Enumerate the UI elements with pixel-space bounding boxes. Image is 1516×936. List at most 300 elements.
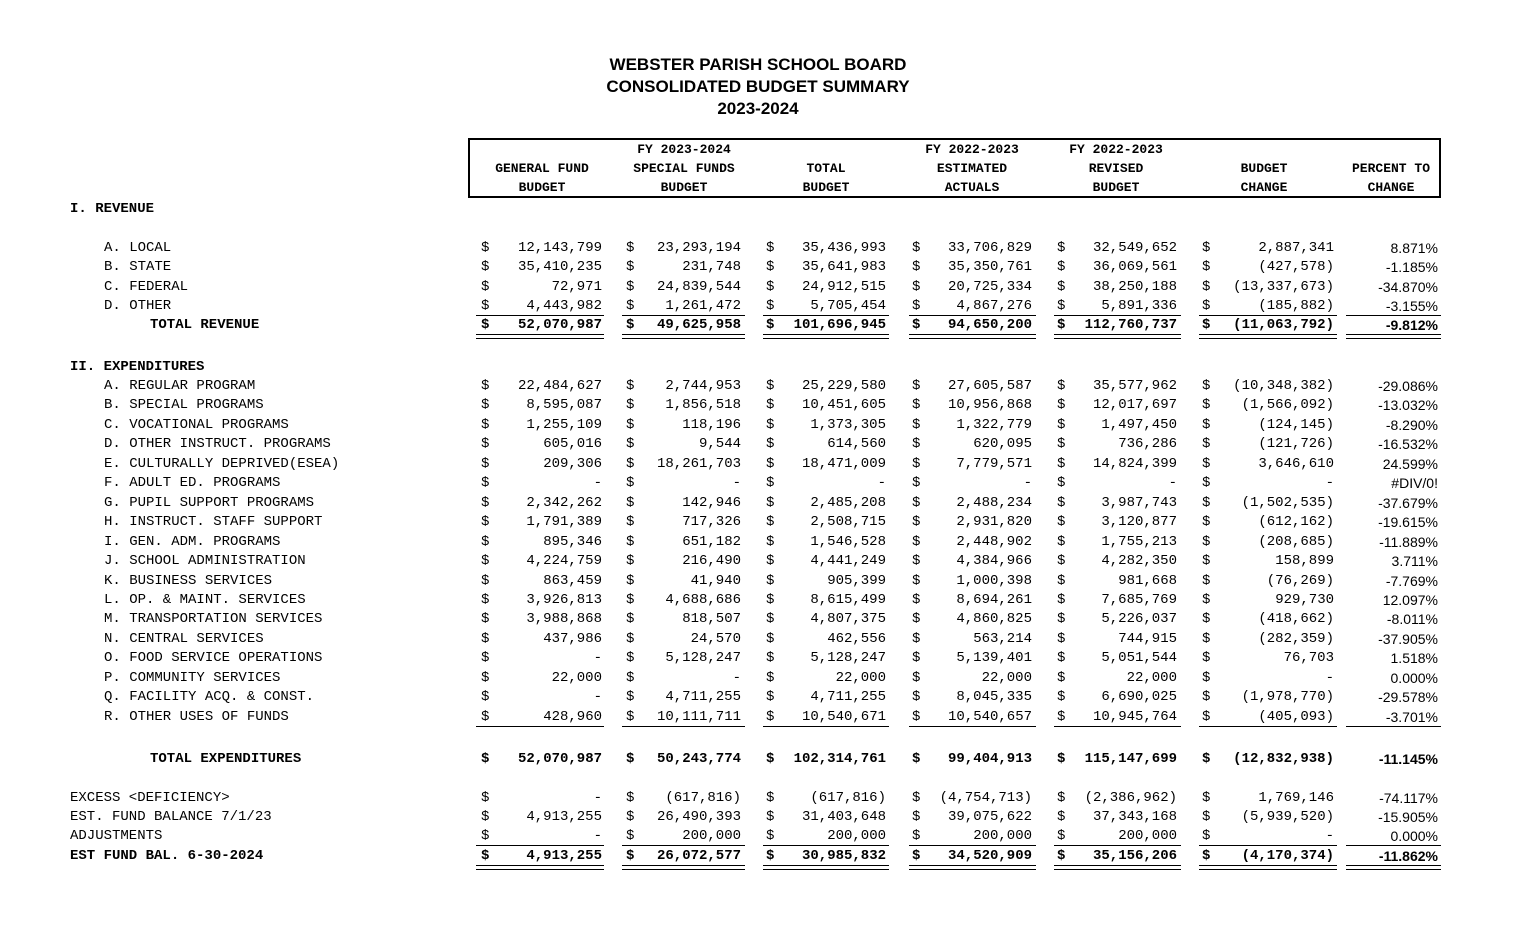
table-row (0, 395, 1516, 415)
percent-change-cell: -7.769% (1385, 573, 1438, 589)
column-header-mid: PERCENT TO (1351, 161, 1430, 176)
amount-cell: (617,816) (665, 790, 741, 806)
currency-symbol: $ (1057, 514, 1066, 530)
amount-cell: 26,072,577 (656, 848, 741, 864)
amount-cell: 22,000 (981, 670, 1032, 686)
amount-cell: 39,075,622 (947, 809, 1032, 825)
currency-symbol: $ (766, 317, 775, 333)
amount-cell: 49,625,958 (656, 317, 741, 333)
amount-cell: 32,549,652 (1092, 240, 1177, 256)
total-double-underline (763, 334, 889, 339)
currency-symbol: $ (626, 670, 635, 686)
amount-cell: 25,229,580 (801, 378, 886, 394)
amount-cell: 1,261,472 (665, 298, 741, 314)
amount-cell: 437,986 (543, 631, 602, 647)
currency-symbol: $ (1202, 809, 1211, 825)
row-label: TOTAL REVENUE (150, 317, 260, 333)
currency-symbol: $ (481, 436, 490, 452)
amount-cell: 4,807,375 (810, 611, 886, 627)
total-double-underline (622, 865, 745, 870)
currency-symbol: $ (912, 650, 921, 666)
currency-symbol: $ (1057, 828, 1066, 844)
currency-symbol: $ (1202, 475, 1211, 491)
currency-symbol: $ (1202, 240, 1211, 256)
amount-cell: 8,694,261 (956, 592, 1032, 608)
amount-cell: 2,931,820 (956, 514, 1032, 530)
section-heading: II. EXPENDITURES (70, 359, 205, 375)
amount-cell: 35,436,993 (801, 240, 886, 256)
amount-cell: 4,711,255 (810, 689, 886, 705)
currency-symbol: $ (481, 397, 490, 413)
percent-change-cell: -19.615% (1378, 514, 1438, 530)
currency-symbol: $ (766, 553, 775, 569)
currency-symbol: $ (766, 475, 775, 491)
percent-change-cell: 0.000% (1390, 670, 1438, 686)
currency-symbol: $ (1202, 790, 1211, 806)
amount-cell: 38,250,188 (1092, 279, 1177, 295)
column-header-top: FY 2023-2024 (637, 142, 731, 157)
table-row (0, 315, 1516, 335)
amount-cell: (12,832,938) (1233, 751, 1334, 767)
table-row (0, 668, 1516, 688)
currency-symbol: $ (481, 378, 490, 394)
table-row (0, 257, 1516, 277)
total-double-underline (1054, 865, 1181, 870)
currency-symbol: $ (766, 279, 775, 295)
table-row (0, 532, 1516, 552)
amount-cell: 1,769,146 (1258, 790, 1334, 806)
table-row (0, 571, 1516, 591)
currency-symbol: $ (766, 689, 775, 705)
currency-symbol: $ (766, 751, 775, 767)
row-label: Q. FACILITY ACQ. & CONST. (104, 689, 315, 705)
amount-cell: 35,641,983 (801, 259, 886, 275)
currency-symbol: $ (481, 514, 490, 530)
amount-cell: 10,111,711 (656, 709, 741, 725)
amount-cell: 37,343,168 (1092, 809, 1177, 825)
currency-symbol: $ (481, 709, 490, 725)
row-underline (476, 726, 604, 727)
amount-cell: 52,070,987 (517, 751, 602, 767)
amount-cell: 4,913,255 (526, 848, 602, 864)
amount-cell: 35,350,761 (947, 259, 1032, 275)
table-row (0, 277, 1516, 297)
currency-symbol: $ (1057, 456, 1066, 472)
currency-symbol: $ (1202, 317, 1211, 333)
table-row (0, 788, 1516, 808)
row-label: B. STATE (104, 259, 172, 275)
amount-cell: 1,791,389 (526, 514, 602, 530)
currency-symbol: $ (1057, 631, 1066, 647)
amount-cell: 4,867,276 (956, 298, 1032, 314)
amount-cell: - (593, 828, 602, 844)
currency-symbol: $ (481, 317, 490, 333)
amount-cell: 22,484,627 (517, 378, 602, 394)
table-row (0, 415, 1516, 435)
row-label: EST. FUND BALANCE 7/1/23 (70, 809, 272, 825)
table-row (0, 473, 1516, 493)
amount-cell: 200,000 (973, 828, 1032, 844)
percent-change-cell: 8.871% (1390, 240, 1438, 256)
amount-cell: 24,839,544 (656, 279, 741, 295)
currency-symbol: $ (912, 317, 921, 333)
percent-change-cell: 1.518% (1390, 650, 1438, 666)
column-header-bottom: ACTUALS (944, 180, 1000, 195)
table-row (0, 551, 1516, 571)
amount-cell: - (1325, 670, 1334, 686)
amount-cell: 10,945,764 (1092, 709, 1177, 725)
amount-cell: 99,404,913 (947, 751, 1032, 767)
currency-symbol: $ (626, 751, 635, 767)
column-header-bottom: CHANGE (1240, 180, 1288, 195)
currency-symbol: $ (912, 298, 921, 314)
row-label: F. ADULT ED. PROGRAMS (104, 475, 281, 491)
amount-cell: 1,373,305 (810, 417, 886, 433)
currency-symbol: $ (1202, 298, 1211, 314)
amount-cell: 2,508,715 (810, 514, 886, 530)
currency-symbol: $ (912, 436, 921, 452)
currency-symbol: $ (626, 514, 635, 530)
percent-change-cell: 24.599% (1382, 456, 1438, 472)
column-header-mid: TOTAL (806, 161, 846, 176)
percent-change-cell: -15.905% (1378, 809, 1438, 825)
percent-change-cell: 3.711% (1391, 553, 1438, 569)
row-label: D. OTHER (104, 298, 172, 314)
currency-symbol: $ (1057, 240, 1066, 256)
amount-cell: 4,711,255 (665, 689, 741, 705)
currency-symbol: $ (766, 456, 775, 472)
currency-symbol: $ (912, 475, 921, 491)
currency-symbol: $ (1202, 573, 1211, 589)
currency-symbol: $ (481, 751, 490, 767)
currency-symbol: $ (912, 592, 921, 608)
currency-symbol: $ (1057, 592, 1066, 608)
amount-cell: 1,856,518 (665, 397, 741, 413)
column-header-top: FY 2022-2023 (925, 142, 1019, 157)
amount-cell: 5,891,336 (1101, 298, 1177, 314)
currency-symbol: $ (1057, 848, 1066, 864)
amount-cell: 4,913,255 (526, 809, 602, 825)
currency-symbol: $ (1202, 848, 1211, 864)
page-title-line1: WEBSTER PARISH SCHOOL BOARD (609, 55, 907, 74)
amount-cell: 216,490 (682, 553, 741, 569)
amount-cell: 94,650,200 (947, 317, 1032, 333)
currency-symbol: $ (766, 436, 775, 452)
amount-cell: 1,322,779 (956, 417, 1032, 433)
currency-symbol: $ (1057, 573, 1066, 589)
amount-cell: 2,448,902 (956, 534, 1032, 550)
amount-cell: 1,497,450 (1101, 417, 1177, 433)
amount-cell: 651,182 (682, 534, 741, 550)
amount-cell: 5,139,401 (956, 650, 1032, 666)
currency-symbol: $ (626, 592, 635, 608)
currency-symbol: $ (481, 573, 490, 589)
percent-change-cell: -16.532% (1378, 436, 1438, 452)
section-heading: I. REVENUE (70, 201, 155, 217)
currency-symbol: $ (481, 240, 490, 256)
currency-symbol: $ (481, 259, 490, 275)
currency-symbol: $ (766, 495, 775, 511)
currency-symbol: $ (1202, 259, 1211, 275)
amount-cell: 5,705,454 (810, 298, 886, 314)
amount-cell: - (732, 670, 741, 686)
row-underline (1054, 726, 1181, 727)
currency-symbol: $ (912, 790, 921, 806)
amount-cell: 27,605,587 (947, 378, 1032, 394)
amount-cell: (427,578) (1258, 259, 1334, 275)
amount-cell: 200,000 (682, 828, 741, 844)
row-label: L. OP. & MAINT. SERVICES (104, 592, 306, 608)
amount-cell: 605,016 (543, 436, 602, 452)
currency-symbol: $ (1057, 553, 1066, 569)
currency-symbol: $ (626, 417, 635, 433)
amount-cell: 12,017,697 (1092, 397, 1177, 413)
amount-cell: 72,971 (551, 279, 602, 295)
amount-cell: 24,912,515 (801, 279, 886, 295)
row-label: K. BUSINESS SERVICES (104, 573, 273, 589)
amount-cell: 905,399 (827, 573, 886, 589)
row-label: C. FEDERAL (104, 279, 189, 295)
currency-symbol: $ (481, 279, 490, 295)
table-row (0, 826, 1516, 846)
amount-cell: 14,824,399 (1092, 456, 1177, 472)
currency-symbol: $ (912, 240, 921, 256)
currency-symbol: $ (766, 514, 775, 530)
currency-symbol: $ (481, 495, 490, 511)
currency-symbol: $ (481, 475, 490, 491)
percent-change-cell: -11.889% (1379, 534, 1438, 550)
currency-symbol: $ (481, 809, 490, 825)
currency-symbol: $ (481, 592, 490, 608)
amount-cell: (124,145) (1258, 417, 1334, 433)
currency-symbol: $ (766, 573, 775, 589)
total-double-underline (1199, 334, 1337, 339)
amount-cell: 50,243,774 (656, 751, 741, 767)
page-title-line3: 2023-2024 (717, 99, 799, 118)
currency-symbol: $ (626, 573, 635, 589)
currency-symbol: $ (1202, 631, 1211, 647)
currency-symbol: $ (1202, 456, 1211, 472)
table-row (0, 749, 1516, 769)
currency-symbol: $ (912, 534, 921, 550)
percent-change-cell: -29.086% (1378, 378, 1438, 394)
currency-symbol: $ (1202, 828, 1211, 844)
currency-symbol: $ (481, 417, 490, 433)
amount-cell: 5,128,247 (665, 650, 741, 666)
amount-cell: 10,956,868 (947, 397, 1032, 413)
amount-cell: 736,286 (1118, 436, 1177, 452)
amount-cell: 4,224,759 (526, 553, 602, 569)
percent-change-cell: -8.290% (1385, 417, 1438, 433)
currency-symbol: $ (481, 650, 490, 666)
amount-cell: 4,384,966 (956, 553, 1032, 569)
currency-symbol: $ (912, 670, 921, 686)
currency-symbol: $ (1057, 317, 1066, 333)
amount-cell: 18,471,009 (801, 456, 886, 472)
currency-symbol: $ (912, 611, 921, 627)
amount-cell: - (1168, 475, 1177, 491)
amount-cell: - (1325, 828, 1334, 844)
currency-symbol: $ (1057, 809, 1066, 825)
currency-symbol: $ (1057, 670, 1066, 686)
currency-symbol: $ (1057, 298, 1066, 314)
currency-symbol: $ (766, 534, 775, 550)
amount-cell: 3,646,610 (1258, 456, 1334, 472)
currency-symbol: $ (1202, 514, 1211, 530)
total-double-underline (909, 865, 1036, 870)
column-header-bottom: BUDGET (660, 180, 708, 195)
currency-symbol: $ (1202, 436, 1211, 452)
amount-cell: (617,816) (810, 790, 886, 806)
currency-symbol: $ (766, 650, 775, 666)
currency-symbol: $ (626, 689, 635, 705)
percent-change-cell: 0.000% (1390, 828, 1438, 844)
amount-cell: 200,000 (827, 828, 886, 844)
currency-symbol: $ (626, 279, 635, 295)
currency-symbol: $ (481, 790, 490, 806)
currency-symbol: $ (1057, 436, 1066, 452)
currency-symbol: $ (481, 456, 490, 472)
amount-cell: 744,915 (1118, 631, 1177, 647)
currency-symbol: $ (766, 378, 775, 394)
currency-symbol: $ (766, 611, 775, 627)
amount-cell: - (593, 689, 602, 705)
table-row (0, 807, 1516, 827)
amount-cell: 4,688,686 (665, 592, 741, 608)
amount-cell: (4,170,374) (1241, 848, 1334, 864)
currency-symbol: $ (766, 298, 775, 314)
currency-symbol: $ (912, 689, 921, 705)
currency-symbol: $ (1057, 475, 1066, 491)
currency-symbol: $ (912, 573, 921, 589)
amount-cell: 200,000 (1118, 828, 1177, 844)
table-row (0, 648, 1516, 668)
amount-cell: 142,946 (682, 495, 741, 511)
currency-symbol: $ (1202, 592, 1211, 608)
currency-symbol: $ (626, 631, 635, 647)
amount-cell: (121,726) (1258, 436, 1334, 452)
row-label: R. OTHER USES OF FUNDS (104, 709, 289, 725)
amount-cell: 3,926,813 (526, 592, 602, 608)
currency-symbol: $ (1202, 611, 1211, 627)
amount-cell: 1,000,398 (956, 573, 1032, 589)
percent-change-cell: -74.117% (1379, 790, 1438, 806)
table-row (0, 376, 1516, 396)
amount-cell: 6,690,025 (1101, 689, 1177, 705)
amount-cell: (405,093) (1258, 709, 1334, 725)
currency-symbol: $ (481, 298, 490, 314)
currency-symbol: $ (1057, 417, 1066, 433)
amount-cell: 102,314,761 (793, 751, 886, 767)
amount-cell: 35,577,962 (1092, 378, 1177, 394)
amount-cell: (10,348,382) (1233, 378, 1334, 394)
row-underline (622, 726, 745, 727)
currency-symbol: $ (626, 397, 635, 413)
currency-symbol: $ (1057, 650, 1066, 666)
percent-change-cell: 12.097% (1382, 592, 1438, 608)
percent-change-cell: -11.145% (1378, 751, 1438, 767)
percent-change-cell: -11.862% (1378, 848, 1438, 864)
total-double-underline (476, 334, 604, 339)
table-row (0, 609, 1516, 629)
currency-symbol: $ (1057, 709, 1066, 725)
currency-symbol: $ (626, 709, 635, 725)
amount-cell: 24,570 (690, 631, 741, 647)
column-header-mid: SPECIAL FUNDS (633, 161, 735, 176)
amount-cell: - (1325, 475, 1334, 491)
currency-symbol: $ (1057, 611, 1066, 627)
percent-change-cell: -34.870% (1378, 279, 1438, 295)
amount-cell: 2,342,262 (526, 495, 602, 511)
amount-cell: 30,985,832 (801, 848, 886, 864)
amount-cell: 36,069,561 (1092, 259, 1177, 275)
row-label: EST FUND BAL. 6-30-2024 (70, 848, 264, 864)
amount-cell: - (593, 475, 602, 491)
amount-cell: 33,706,829 (947, 240, 1032, 256)
currency-symbol: $ (912, 848, 921, 864)
column-header-top: FY 2022-2023 (1069, 142, 1163, 157)
row-underline (763, 726, 889, 727)
currency-symbol: $ (1202, 495, 1211, 511)
currency-symbol: $ (912, 417, 921, 433)
table-row (0, 846, 1516, 866)
amount-cell: 1,546,528 (810, 534, 886, 550)
currency-symbol: $ (1202, 378, 1211, 394)
row-underline (1346, 726, 1441, 727)
percent-change-cell: -1.185% (1385, 259, 1438, 275)
row-label: D. OTHER INSTRUCT. PROGRAMS (104, 436, 331, 452)
amount-cell: 76,703 (1283, 650, 1334, 666)
currency-symbol: $ (626, 848, 635, 864)
table-row (0, 493, 1516, 513)
currency-symbol: $ (626, 378, 635, 394)
amount-cell: 2,485,208 (810, 495, 886, 511)
currency-symbol: $ (481, 553, 490, 569)
currency-symbol: $ (912, 495, 921, 511)
amount-cell: 4,860,825 (956, 611, 1032, 627)
amount-cell: (612,162) (1258, 514, 1334, 530)
amount-cell: 717,326 (682, 514, 741, 530)
amount-cell: 31,403,648 (801, 809, 886, 825)
column-header-bottom: BUDGET (802, 180, 850, 195)
column-header-mid: REVISED (1088, 161, 1144, 176)
amount-cell: 8,045,335 (956, 689, 1032, 705)
currency-symbol: $ (626, 534, 635, 550)
row-label: E. CULTURALLY DEPRIVED(ESEA) (104, 456, 340, 472)
currency-symbol: $ (626, 317, 635, 333)
amount-cell: 3,987,743 (1101, 495, 1177, 511)
amount-cell: (208,685) (1258, 534, 1334, 550)
row-label: EXCESS <DEFICIENCY> (70, 790, 230, 806)
column-header-mid: BUDGET (1240, 161, 1288, 176)
currency-symbol: $ (766, 592, 775, 608)
currency-symbol: $ (1202, 650, 1211, 666)
amount-cell: 12,143,799 (517, 240, 602, 256)
amount-cell: 209,306 (543, 456, 602, 472)
amount-cell: 112,760,737 (1084, 317, 1177, 333)
amount-cell: 981,668 (1118, 573, 1177, 589)
row-label: I. GEN. ADM. PROGRAMS (104, 534, 281, 550)
currency-symbol: $ (766, 397, 775, 413)
column-header-mid: ESTIMATED (936, 161, 1008, 176)
percent-change-cell: -29.578% (1378, 689, 1438, 705)
currency-symbol: $ (626, 298, 635, 314)
currency-symbol: $ (1057, 751, 1066, 767)
currency-symbol: $ (1202, 397, 1211, 413)
amount-cell: 5,226,037 (1101, 611, 1177, 627)
amount-cell: 26,490,393 (656, 809, 741, 825)
currency-symbol: $ (912, 397, 921, 413)
